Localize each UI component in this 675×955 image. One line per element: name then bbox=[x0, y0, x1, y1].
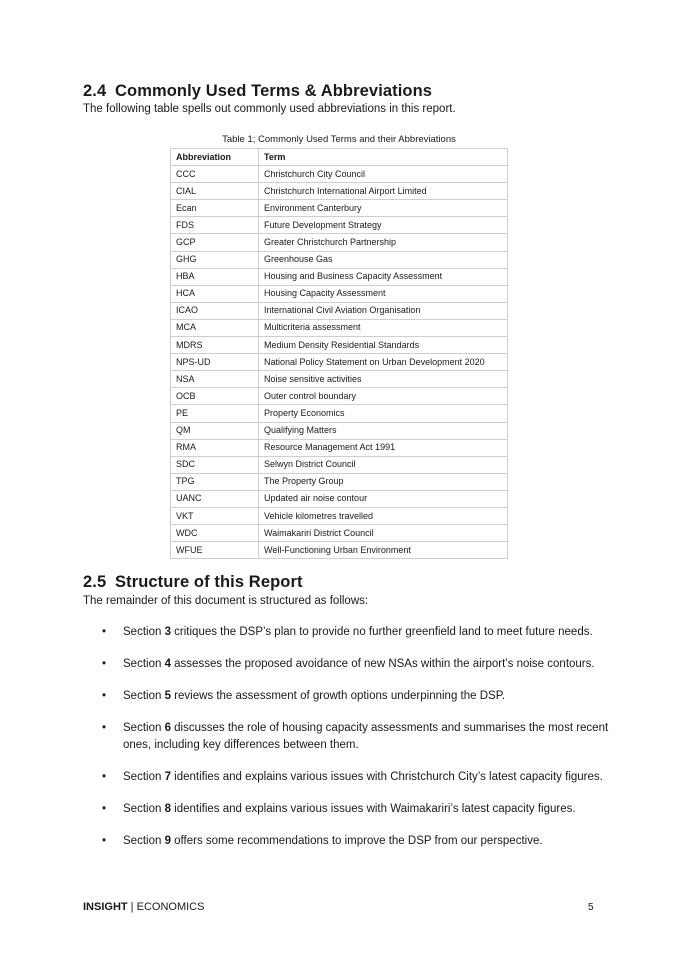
bullet-icon: • bbox=[102, 803, 107, 815]
list-item bbox=[83, 801, 613, 818]
bullet-icon: • bbox=[102, 722, 107, 734]
bullet-prefix: Section bbox=[123, 658, 165, 670]
bullet-prefix: Section bbox=[123, 722, 165, 734]
table-body bbox=[171, 166, 508, 559]
abbreviation-cell: MDRS bbox=[171, 337, 259, 354]
table-row bbox=[171, 234, 508, 251]
table-row bbox=[171, 456, 508, 473]
list-item bbox=[83, 656, 613, 673]
abbreviation-cell: SDC bbox=[171, 456, 259, 473]
bullet-text: offers some recommendations to improve the DSP from our perspective. bbox=[170, 835, 543, 847]
term-cell: Resource Management Act 1991 bbox=[259, 439, 508, 456]
structure-bullet-list bbox=[83, 624, 613, 850]
term-cell: Christchurch International Airport Limited bbox=[259, 183, 508, 200]
bullet-icon: • bbox=[102, 690, 107, 702]
list-item bbox=[83, 769, 613, 786]
bullet-icon: • bbox=[102, 771, 107, 783]
section-reference-number: 4 bbox=[164, 658, 171, 670]
abbreviation-cell: WFUE bbox=[171, 542, 259, 559]
term-cell: Property Economics bbox=[259, 405, 508, 422]
bullet-prefix: Section bbox=[123, 803, 165, 815]
bullet-prefix: Section bbox=[123, 690, 165, 702]
abbreviation-cell: RMA bbox=[171, 439, 259, 456]
footer-brand bbox=[83, 901, 204, 913]
bullet-text: reviews the assessment of growth options underpinning the DSP. bbox=[170, 690, 506, 702]
abbreviation-cell: VKT bbox=[171, 507, 259, 524]
bullet-text: critiques the DSP’s plan to provide no further greenfield land to meet future needs. bbox=[170, 626, 593, 638]
bullet-text: discusses the role of housing capacity assessments and summarises the most recent ones, including key differences between them. bbox=[123, 722, 609, 751]
bullet-prefix: Section bbox=[123, 835, 165, 847]
term-cell: Outer control boundary bbox=[259, 388, 508, 405]
term-cell: Well-Functioning Urban Environment bbox=[259, 542, 508, 559]
table-row bbox=[171, 183, 508, 200]
section-heading-2-5 bbox=[83, 573, 303, 592]
column-header-abbreviation: Abbreviation bbox=[171, 149, 259, 166]
footer-brand-rest: ECONOMICS bbox=[136, 901, 205, 913]
table-row bbox=[171, 217, 508, 234]
table-row bbox=[171, 507, 508, 524]
abbreviation-cell: TPG bbox=[171, 473, 259, 490]
section-number: 2.4 bbox=[83, 82, 107, 100]
abbreviation-cell: PE bbox=[171, 405, 259, 422]
bullet-text: assesses the proposed avoidance of new NSAs within the airport’s noise contours. bbox=[170, 658, 595, 670]
table-row bbox=[171, 490, 508, 507]
abbreviation-cell: NSA bbox=[171, 371, 259, 388]
term-cell: Medium Density Residential Standards bbox=[259, 337, 508, 354]
page-number: 5 bbox=[588, 902, 594, 913]
section-reference-number: 7 bbox=[164, 771, 171, 783]
term-cell: Selwyn District Council bbox=[259, 456, 508, 473]
list-item bbox=[83, 833, 613, 850]
table-row bbox=[171, 525, 508, 542]
table-header-row bbox=[171, 149, 508, 166]
table-row bbox=[171, 439, 508, 456]
table-row bbox=[171, 354, 508, 371]
section-reference-number: 6 bbox=[164, 722, 171, 734]
abbreviation-cell: NPS-UD bbox=[171, 354, 259, 371]
table-row bbox=[171, 251, 508, 268]
table-row bbox=[171, 285, 508, 302]
bullet-icon: • bbox=[102, 835, 107, 847]
section-heading-2-4 bbox=[83, 82, 432, 101]
abbreviation-cell: Ecan bbox=[171, 200, 259, 217]
abbreviation-cell: GCP bbox=[171, 234, 259, 251]
term-cell: Vehicle kilometres travelled bbox=[259, 507, 508, 524]
section-intro-paragraph: The remainder of this document is structured as follows: bbox=[83, 595, 369, 607]
section-reference-number: 8 bbox=[164, 803, 171, 815]
abbreviation-cell: WDC bbox=[171, 525, 259, 542]
table-row bbox=[171, 405, 508, 422]
column-header-term: Term bbox=[259, 149, 508, 166]
abbreviation-cell: QM bbox=[171, 422, 259, 439]
footer-brand-bold: INSIGHT bbox=[83, 901, 128, 913]
table-row bbox=[171, 200, 508, 217]
term-cell: Greater Christchurch Partnership bbox=[259, 234, 508, 251]
term-cell: Future Development Strategy bbox=[259, 217, 508, 234]
table-caption: Table 1; Commonly Used Terms and their Abbreviations bbox=[222, 134, 456, 145]
term-cell: The Property Group bbox=[259, 473, 508, 490]
bullet-icon: • bbox=[102, 658, 107, 670]
term-cell: Christchurch City Council bbox=[259, 166, 508, 183]
table-row bbox=[171, 337, 508, 354]
table-row bbox=[171, 542, 508, 559]
table-row bbox=[171, 422, 508, 439]
abbreviation-cell: OCB bbox=[171, 388, 259, 405]
section-reference-number: 3 bbox=[164, 626, 171, 638]
abbreviations-table bbox=[170, 148, 508, 559]
abbreviation-cell: FDS bbox=[171, 217, 259, 234]
term-cell: Housing Capacity Assessment bbox=[259, 285, 508, 302]
table-row bbox=[171, 268, 508, 285]
abbreviation-cell: GHG bbox=[171, 251, 259, 268]
bullet-text: identifies and explains various issues with Waimakariri’s latest capacity figures. bbox=[170, 803, 576, 815]
table-row bbox=[171, 319, 508, 336]
abbreviation-cell: UANC bbox=[171, 490, 259, 507]
abbreviation-cell: HCA bbox=[171, 285, 259, 302]
term-cell: Updated air noise contour bbox=[259, 490, 508, 507]
term-cell: Environment Canterbury bbox=[259, 200, 508, 217]
section-title: Commonly Used Terms & Abbreviations bbox=[115, 82, 433, 100]
term-cell: Noise sensitive activities bbox=[259, 371, 508, 388]
table-row bbox=[171, 388, 508, 405]
table-row bbox=[171, 166, 508, 183]
bullet-prefix: Section bbox=[123, 626, 165, 638]
footer-separator: | bbox=[127, 901, 137, 913]
section-title: Structure of this Report bbox=[115, 573, 303, 591]
bullet-prefix: Section bbox=[123, 771, 165, 783]
term-cell: Multicriteria assessment bbox=[259, 319, 508, 336]
section-number: 2.5 bbox=[83, 573, 107, 591]
list-item bbox=[83, 720, 613, 754]
section-reference-number: 5 bbox=[164, 690, 171, 702]
list-item bbox=[83, 624, 613, 641]
bullet-text: identifies and explains various issues with Christchurch City’s latest capacity figures. bbox=[170, 771, 603, 783]
table-row bbox=[171, 302, 508, 319]
section-reference-number: 9 bbox=[164, 835, 171, 847]
abbreviation-cell: MCA bbox=[171, 319, 259, 336]
list-item bbox=[83, 688, 613, 705]
term-cell: Housing and Business Capacity Assessment bbox=[259, 268, 508, 285]
term-cell: National Policy Statement on Urban Development 2020 bbox=[259, 354, 508, 371]
abbreviation-cell: HBA bbox=[171, 268, 259, 285]
section-intro-paragraph: The following table spells out commonly used abbreviations in this report. bbox=[83, 103, 456, 115]
bullet-icon: • bbox=[102, 626, 107, 638]
table-row bbox=[171, 473, 508, 490]
table-row bbox=[171, 371, 508, 388]
term-cell: Waimakariri District Council bbox=[259, 525, 508, 542]
term-cell: Greenhouse Gas bbox=[259, 251, 508, 268]
abbreviation-cell: ICAO bbox=[171, 302, 259, 319]
abbreviation-cell: CCC bbox=[171, 166, 259, 183]
term-cell: Qualifying Matters bbox=[259, 422, 508, 439]
term-cell: International Civil Aviation Organisation bbox=[259, 302, 508, 319]
abbreviation-cell: CIAL bbox=[171, 183, 259, 200]
